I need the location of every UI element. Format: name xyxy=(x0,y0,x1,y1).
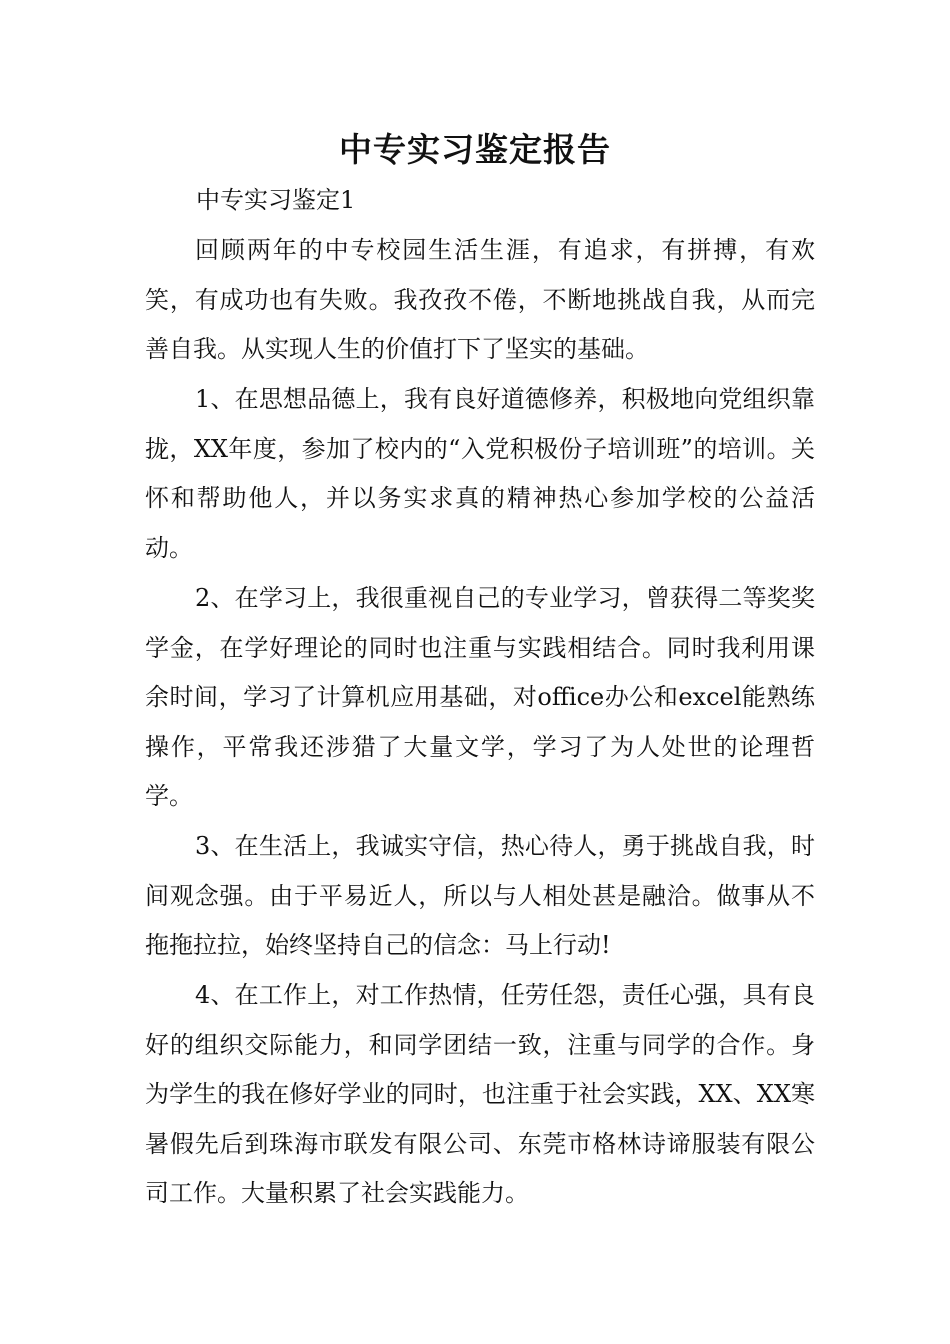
paragraph-intro: 回顾两年的中专校园生活生涯，有追求，有拼搏，有欢笑，有成功也有失败。我孜孜不倦，不断地挑战自我，从而完善自我。从实现人生的价值打下了坚实的基础。 xyxy=(145,236,815,364)
paragraph-morality: 1、在思想品德上，我有良好道德修养，积极地向党组织靠拢，XX年度，参加了校内的“入党积极份子培训班”的培训。关怀和帮助他人，并以务实求真的精神热心参加学校的公益活动。 xyxy=(145,385,815,562)
document-title: 中专实习鉴定报告 xyxy=(339,130,611,169)
paragraph-study: 2、在学习上，我很重视自己的专业学习，曾获得二等奖奖学金，在学好理论的同时也注重与实践相结合。同时我利用课余时间，学习了计算机应用基础，对office办公和excel能熟练操作，平常我还涉猎了大量文学，学习了为人处世的论理哲学。 xyxy=(145,584,815,811)
paragraph-work: 4、在工作上，对工作热情，任劳任怨，责任心强，具有良好的组织交际能力，和同学团结一致，注重与同学的合作。身为学生的我在修好学业的同时，也注重于社会实践，XX、XX寒暑假先后到珠海市联发有限公司、东莞市格林诗谛服装有限公司工作。大量积累了社会实践能力。 xyxy=(145,981,815,1208)
document-subtitle: 中专实习鉴定1 xyxy=(196,186,356,214)
paragraph-life: 3、在生活上，我诚实守信，热心待人，勇于挑战自我，时间观念强。由于平易近人，所以与人相处甚是融洽。做事从不拖拖拉拉，始终坚持自己的信念：马上行动! xyxy=(145,832,815,960)
